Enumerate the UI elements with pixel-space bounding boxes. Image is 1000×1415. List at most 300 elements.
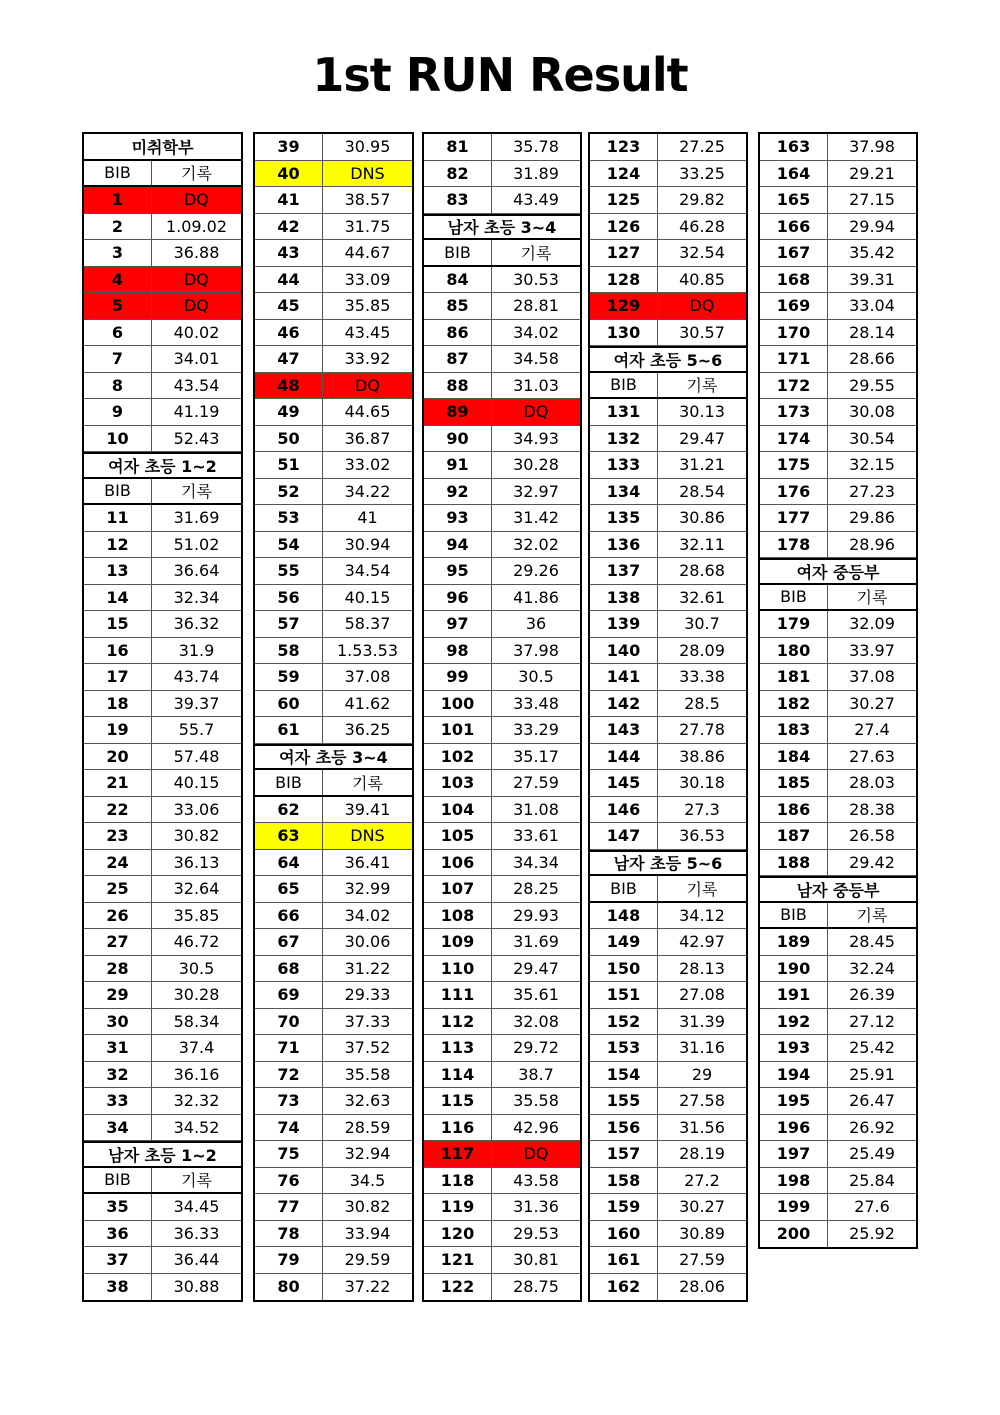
table-row bbox=[255, 691, 412, 718]
record-header: 기록 bbox=[520, 243, 552, 263]
bib-cell: 83 bbox=[424, 187, 492, 213]
record-cell: 34.93 bbox=[513, 428, 559, 448]
results-column-5 bbox=[758, 132, 918, 1249]
column-header-row bbox=[424, 240, 580, 267]
record-cell: 28.38 bbox=[849, 799, 895, 819]
table-row bbox=[760, 664, 916, 691]
record-cell: DQ bbox=[658, 293, 746, 319]
table-row bbox=[760, 823, 916, 850]
record-cell: 25.42 bbox=[849, 1038, 895, 1058]
table-row bbox=[84, 1009, 241, 1036]
bib-cell: 2 bbox=[84, 214, 152, 240]
category-header: 남자 초등 1~2 bbox=[84, 1141, 241, 1168]
record-cell: 40.15 bbox=[173, 773, 220, 793]
table-row bbox=[760, 638, 916, 665]
record-cell: 40.85 bbox=[679, 269, 725, 289]
record-cell: 43.54 bbox=[173, 375, 220, 395]
record-cell: 26.58 bbox=[849, 826, 895, 846]
table-row bbox=[760, 161, 916, 188]
record-cell: 28.5 bbox=[684, 693, 720, 713]
bib-cell: 197 bbox=[760, 1141, 828, 1167]
bib-cell: 141 bbox=[590, 664, 658, 690]
table-row bbox=[255, 876, 412, 903]
table-row bbox=[424, 346, 580, 373]
category-header: 남자 중등부 bbox=[760, 876, 916, 903]
table-row bbox=[424, 823, 580, 850]
bib-cell: 94 bbox=[424, 532, 492, 558]
bib-cell: 194 bbox=[760, 1062, 828, 1088]
bib-cell: 62 bbox=[255, 797, 323, 823]
bib-cell: 73 bbox=[255, 1088, 323, 1114]
bib-cell: 200 bbox=[760, 1221, 828, 1248]
bib-cell: 79 bbox=[255, 1247, 323, 1273]
bib-cell: 96 bbox=[424, 585, 492, 611]
bib-cell: 102 bbox=[424, 744, 492, 770]
bib-cell: 114 bbox=[424, 1062, 492, 1088]
record-cell: DQ bbox=[152, 293, 241, 319]
record-cell: DQ bbox=[492, 1141, 580, 1167]
record-cell: 43.74 bbox=[173, 667, 220, 687]
record-cell: 32.99 bbox=[344, 879, 391, 899]
bib-cell: 85 bbox=[424, 293, 492, 319]
table-row bbox=[84, 717, 241, 744]
record-cell: 33.29 bbox=[513, 720, 559, 740]
table-row bbox=[424, 1247, 580, 1274]
record-cell: 32.61 bbox=[679, 587, 725, 607]
record-cell: 46.72 bbox=[173, 932, 220, 952]
table-row bbox=[84, 1221, 241, 1248]
record-header: 기록 bbox=[686, 879, 718, 899]
table-row bbox=[84, 585, 241, 612]
table-row bbox=[255, 929, 412, 956]
bib-header: BIB bbox=[760, 585, 828, 610]
table-row bbox=[760, 399, 916, 426]
bib-cell: 70 bbox=[255, 1009, 323, 1035]
record-cell: 30.27 bbox=[679, 1197, 725, 1217]
record-cell: 43.49 bbox=[513, 190, 559, 210]
bib-cell: 145 bbox=[590, 770, 658, 796]
bib-cell: 183 bbox=[760, 717, 828, 743]
table-row bbox=[590, 717, 746, 744]
record-cell: 40.15 bbox=[344, 587, 391, 607]
bib-cell: 112 bbox=[424, 1009, 492, 1035]
table-row bbox=[760, 691, 916, 718]
record-cell: 31.03 bbox=[513, 375, 559, 395]
record-cell: 27.4 bbox=[854, 720, 890, 740]
bib-cell: 38 bbox=[84, 1274, 152, 1301]
bib-cell: 148 bbox=[590, 903, 658, 929]
record-cell: 36.13 bbox=[173, 852, 220, 872]
record-cell: 36.64 bbox=[173, 561, 220, 581]
record-cell: 30.06 bbox=[344, 932, 391, 952]
record-cell: 28.68 bbox=[679, 561, 725, 581]
record-cell: 41 bbox=[357, 508, 378, 528]
bib-cell: 28 bbox=[84, 956, 152, 982]
record-cell: 32.54 bbox=[679, 243, 725, 263]
record-cell: 33.97 bbox=[849, 640, 895, 660]
record-cell: 46.28 bbox=[679, 216, 725, 236]
table-row bbox=[760, 850, 916, 877]
bib-cell: 180 bbox=[760, 638, 828, 664]
table-row bbox=[255, 505, 412, 532]
bib-cell: 64 bbox=[255, 850, 323, 876]
table-row bbox=[424, 293, 580, 320]
bib-cell: 9 bbox=[84, 399, 152, 425]
record-header: 기록 bbox=[686, 376, 718, 396]
table-row bbox=[84, 744, 241, 771]
bib-cell: 147 bbox=[590, 823, 658, 849]
table-row bbox=[255, 426, 412, 453]
bib-cell: 56 bbox=[255, 585, 323, 611]
bib-cell: 71 bbox=[255, 1035, 323, 1061]
record-cell: 58.34 bbox=[173, 1011, 220, 1031]
record-cell: 35.58 bbox=[344, 1064, 391, 1084]
record-cell: 37.98 bbox=[849, 137, 895, 157]
table-row bbox=[255, 320, 412, 347]
bib-cell: 49 bbox=[255, 399, 323, 425]
record-cell: 30.7 bbox=[684, 614, 720, 634]
record-cell: 28.59 bbox=[344, 1117, 391, 1137]
bib-cell: 19 bbox=[84, 717, 152, 743]
record-cell: 58.37 bbox=[344, 614, 391, 634]
table-row bbox=[84, 797, 241, 824]
record-cell: 31.56 bbox=[679, 1117, 725, 1137]
bib-cell: 185 bbox=[760, 770, 828, 796]
table-row bbox=[760, 1009, 916, 1036]
table-row bbox=[255, 956, 412, 983]
table-row bbox=[424, 903, 580, 930]
bib-cell: 136 bbox=[590, 532, 658, 558]
bib-cell: 7 bbox=[84, 346, 152, 372]
record-cell: 28.13 bbox=[679, 958, 725, 978]
table-row bbox=[84, 770, 241, 797]
bib-header: BIB bbox=[590, 373, 658, 398]
bib-cell: 174 bbox=[760, 426, 828, 452]
bib-cell: 198 bbox=[760, 1168, 828, 1194]
record-cell: 29.86 bbox=[849, 508, 895, 528]
record-cell: 33.04 bbox=[849, 296, 895, 316]
table-row bbox=[84, 293, 241, 320]
table-row bbox=[760, 1194, 916, 1221]
record-cell: 35.85 bbox=[173, 905, 220, 925]
table-row bbox=[424, 479, 580, 506]
table-row bbox=[760, 1168, 916, 1195]
record-cell: 31.21 bbox=[679, 455, 725, 475]
record-cell: 44.67 bbox=[344, 243, 391, 263]
table-row bbox=[84, 505, 241, 532]
table-row bbox=[590, 1009, 746, 1036]
table-row bbox=[590, 1115, 746, 1142]
bib-cell: 11 bbox=[84, 505, 152, 531]
record-cell: DQ bbox=[152, 187, 241, 213]
bib-header: BIB bbox=[84, 479, 152, 504]
bib-cell: 139 bbox=[590, 611, 658, 637]
table-row bbox=[590, 320, 746, 347]
table-row bbox=[255, 1035, 412, 1062]
table-row bbox=[84, 240, 241, 267]
bib-cell: 193 bbox=[760, 1035, 828, 1061]
record-cell: 29 bbox=[691, 1064, 713, 1084]
record-cell: DQ bbox=[323, 373, 412, 399]
table-row bbox=[590, 399, 746, 426]
bib-cell: 164 bbox=[760, 161, 828, 187]
bib-cell: 31 bbox=[84, 1035, 152, 1061]
record-cell: 29.93 bbox=[513, 905, 559, 925]
bib-cell: 152 bbox=[590, 1009, 658, 1035]
record-cell: 34.01 bbox=[173, 349, 220, 369]
bib-cell: 195 bbox=[760, 1088, 828, 1114]
bib-cell: 116 bbox=[424, 1115, 492, 1141]
record-cell: 30.27 bbox=[849, 693, 895, 713]
category-header: 여자 초등 1~2 bbox=[84, 452, 241, 479]
record-cell: 31.36 bbox=[513, 1197, 559, 1217]
record-cell: 31.69 bbox=[513, 932, 559, 952]
record-cell: 25.84 bbox=[849, 1170, 895, 1190]
bib-cell: 3 bbox=[84, 240, 152, 266]
record-header: 기록 bbox=[181, 164, 212, 184]
table-row bbox=[255, 399, 412, 426]
table-row bbox=[590, 1062, 746, 1089]
record-cell: 30.95 bbox=[344, 137, 391, 157]
record-cell: 36.33 bbox=[173, 1223, 220, 1243]
record-cell: 32.09 bbox=[849, 614, 895, 634]
table-row bbox=[760, 1141, 916, 1168]
record-cell: 30.5 bbox=[178, 958, 215, 978]
table-row bbox=[424, 187, 580, 214]
table-row bbox=[255, 1062, 412, 1089]
record-cell: 25.92 bbox=[849, 1224, 895, 1244]
table-row bbox=[424, 585, 580, 612]
table-row bbox=[255, 982, 412, 1009]
bib-cell: 140 bbox=[590, 638, 658, 664]
table-row bbox=[590, 823, 746, 850]
bib-cell: 172 bbox=[760, 373, 828, 399]
bib-cell: 50 bbox=[255, 426, 323, 452]
table-row bbox=[760, 532, 916, 559]
record-cell: 30.5 bbox=[518, 667, 554, 687]
bib-cell: 34 bbox=[84, 1115, 152, 1141]
table-row bbox=[424, 1141, 580, 1168]
record-cell: 36.41 bbox=[344, 852, 391, 872]
bib-cell: 143 bbox=[590, 717, 658, 743]
table-row bbox=[424, 134, 580, 161]
record-cell: 29.47 bbox=[513, 958, 559, 978]
record-cell: 27.58 bbox=[679, 1091, 725, 1111]
bib-cell: 101 bbox=[424, 717, 492, 743]
bib-cell: 4 bbox=[84, 267, 152, 293]
table-row bbox=[255, 638, 412, 665]
record-cell: 36.88 bbox=[173, 243, 220, 263]
bib-cell: 14 bbox=[84, 585, 152, 611]
table-row bbox=[424, 426, 580, 453]
record-cell: 36.32 bbox=[173, 614, 220, 634]
bib-cell: 39 bbox=[255, 134, 323, 160]
table-row bbox=[760, 1035, 916, 1062]
record-cell: 33.02 bbox=[344, 455, 391, 475]
table-row bbox=[424, 373, 580, 400]
category-header: 여자 초등 3~4 bbox=[255, 744, 412, 771]
results-column-4 bbox=[588, 132, 748, 1302]
table-row bbox=[424, 1009, 580, 1036]
table-row bbox=[760, 1088, 916, 1115]
bib-cell: 123 bbox=[590, 134, 658, 160]
bib-cell: 125 bbox=[590, 187, 658, 213]
bib-cell: 5 bbox=[84, 293, 152, 319]
table-row bbox=[255, 452, 412, 479]
table-row bbox=[255, 823, 412, 850]
column-header-row bbox=[84, 1168, 241, 1195]
table-row bbox=[424, 505, 580, 532]
record-cell: 28.06 bbox=[679, 1277, 725, 1297]
bib-cell: 161 bbox=[590, 1247, 658, 1273]
table-row bbox=[590, 267, 746, 294]
bib-cell: 168 bbox=[760, 267, 828, 293]
record-cell: 29.47 bbox=[679, 428, 725, 448]
bib-cell: 51 bbox=[255, 452, 323, 478]
bib-cell: 48 bbox=[255, 373, 323, 399]
bib-cell: 26 bbox=[84, 903, 152, 929]
record-cell: 42.96 bbox=[513, 1117, 559, 1137]
bib-cell: 15 bbox=[84, 611, 152, 637]
category-header: 여자 초등 5~6 bbox=[590, 346, 746, 373]
table-row bbox=[255, 850, 412, 877]
table-row bbox=[255, 558, 412, 585]
bib-cell: 98 bbox=[424, 638, 492, 664]
bib-cell: 154 bbox=[590, 1062, 658, 1088]
record-cell: 27.59 bbox=[679, 1250, 725, 1270]
table-row bbox=[424, 1035, 580, 1062]
record-cell: 34.12 bbox=[679, 905, 725, 925]
record-cell: 28.19 bbox=[679, 1144, 725, 1164]
record-cell: 37.98 bbox=[513, 640, 559, 660]
record-cell: 32.02 bbox=[513, 534, 559, 554]
bib-cell: 40 bbox=[255, 161, 323, 187]
record-cell: 32.63 bbox=[344, 1091, 391, 1111]
table-row bbox=[590, 161, 746, 188]
bib-cell: 122 bbox=[424, 1274, 492, 1301]
record-cell: 29.82 bbox=[679, 190, 725, 210]
record-cell: 32.34 bbox=[173, 587, 220, 607]
bib-cell: 69 bbox=[255, 982, 323, 1008]
bib-header: BIB bbox=[590, 876, 658, 901]
record-header: 기록 bbox=[181, 482, 212, 502]
bib-cell: 130 bbox=[590, 320, 658, 346]
record-cell: 31.9 bbox=[178, 640, 215, 660]
record-cell: 31.39 bbox=[679, 1011, 725, 1031]
table-row bbox=[760, 479, 916, 506]
bib-cell: 132 bbox=[590, 426, 658, 452]
bib-cell: 22 bbox=[84, 797, 152, 823]
record-cell: 37.52 bbox=[344, 1038, 391, 1058]
table-row bbox=[255, 1141, 412, 1168]
table-row bbox=[255, 214, 412, 241]
table-row bbox=[84, 982, 241, 1009]
record-cell: 37.08 bbox=[344, 667, 391, 687]
table-row bbox=[590, 293, 746, 320]
table-row bbox=[760, 797, 916, 824]
bib-cell: 100 bbox=[424, 691, 492, 717]
record-cell: 37.22 bbox=[344, 1277, 391, 1297]
bib-cell: 127 bbox=[590, 240, 658, 266]
record-cell: 30.28 bbox=[513, 455, 559, 475]
record-cell: 27.59 bbox=[513, 773, 559, 793]
table-row bbox=[84, 373, 241, 400]
record-cell: 34.54 bbox=[344, 561, 391, 581]
record-cell: 30.18 bbox=[679, 773, 725, 793]
column-header-row bbox=[84, 479, 241, 506]
category-header: 남자 초등 5~6 bbox=[590, 850, 746, 877]
table-row bbox=[424, 876, 580, 903]
table-row bbox=[255, 532, 412, 559]
table-row bbox=[590, 479, 746, 506]
bib-cell: 68 bbox=[255, 956, 323, 982]
bib-cell: 37 bbox=[84, 1247, 152, 1273]
bib-cell: 52 bbox=[255, 479, 323, 505]
table-row bbox=[255, 267, 412, 294]
bib-cell: 138 bbox=[590, 585, 658, 611]
table-row bbox=[84, 426, 241, 453]
table-row bbox=[84, 1035, 241, 1062]
record-cell: 33.48 bbox=[513, 693, 559, 713]
table-row bbox=[424, 850, 580, 877]
record-cell: 35.42 bbox=[849, 243, 895, 263]
bib-cell: 32 bbox=[84, 1062, 152, 1088]
table-row bbox=[590, 664, 746, 691]
record-cell: 33.92 bbox=[344, 349, 391, 369]
record-cell: 29.42 bbox=[849, 852, 895, 872]
record-cell: 32.32 bbox=[173, 1091, 220, 1111]
bib-cell: 121 bbox=[424, 1247, 492, 1273]
table-row bbox=[424, 1221, 580, 1248]
record-cell: 34.52 bbox=[173, 1117, 220, 1137]
bib-cell: 23 bbox=[84, 823, 152, 849]
table-row bbox=[255, 585, 412, 612]
record-cell: 30.82 bbox=[173, 826, 220, 846]
record-cell: 27.6 bbox=[854, 1197, 890, 1217]
bib-cell: 173 bbox=[760, 399, 828, 425]
table-row bbox=[760, 267, 916, 294]
bib-header: BIB bbox=[84, 1168, 152, 1193]
bib-cell: 157 bbox=[590, 1141, 658, 1167]
bib-cell: 155 bbox=[590, 1088, 658, 1114]
record-cell: 32.15 bbox=[849, 455, 895, 475]
bib-cell: 191 bbox=[760, 982, 828, 1008]
record-cell: 27.15 bbox=[849, 190, 895, 210]
table-row bbox=[590, 1168, 746, 1195]
table-row bbox=[84, 664, 241, 691]
table-row bbox=[255, 161, 412, 188]
bib-cell: 153 bbox=[590, 1035, 658, 1061]
bib-cell: 104 bbox=[424, 797, 492, 823]
bib-cell: 151 bbox=[590, 982, 658, 1008]
table-row bbox=[760, 214, 916, 241]
record-cell: 37.4 bbox=[178, 1038, 215, 1058]
table-row bbox=[590, 691, 746, 718]
record-cell: 30.53 bbox=[513, 269, 559, 289]
table-row bbox=[760, 346, 916, 373]
table-row bbox=[590, 1221, 746, 1248]
table-row bbox=[84, 638, 241, 665]
bib-cell: 35 bbox=[84, 1194, 152, 1220]
record-cell: 38.57 bbox=[344, 190, 391, 210]
table-row bbox=[590, 903, 746, 930]
record-cell: 30.89 bbox=[679, 1223, 725, 1243]
record-cell: 51.02 bbox=[173, 534, 220, 554]
record-cell: 27.3 bbox=[684, 799, 720, 819]
bib-cell: 196 bbox=[760, 1115, 828, 1141]
record-cell: 25.91 bbox=[849, 1064, 895, 1084]
bib-cell: 120 bbox=[424, 1221, 492, 1247]
